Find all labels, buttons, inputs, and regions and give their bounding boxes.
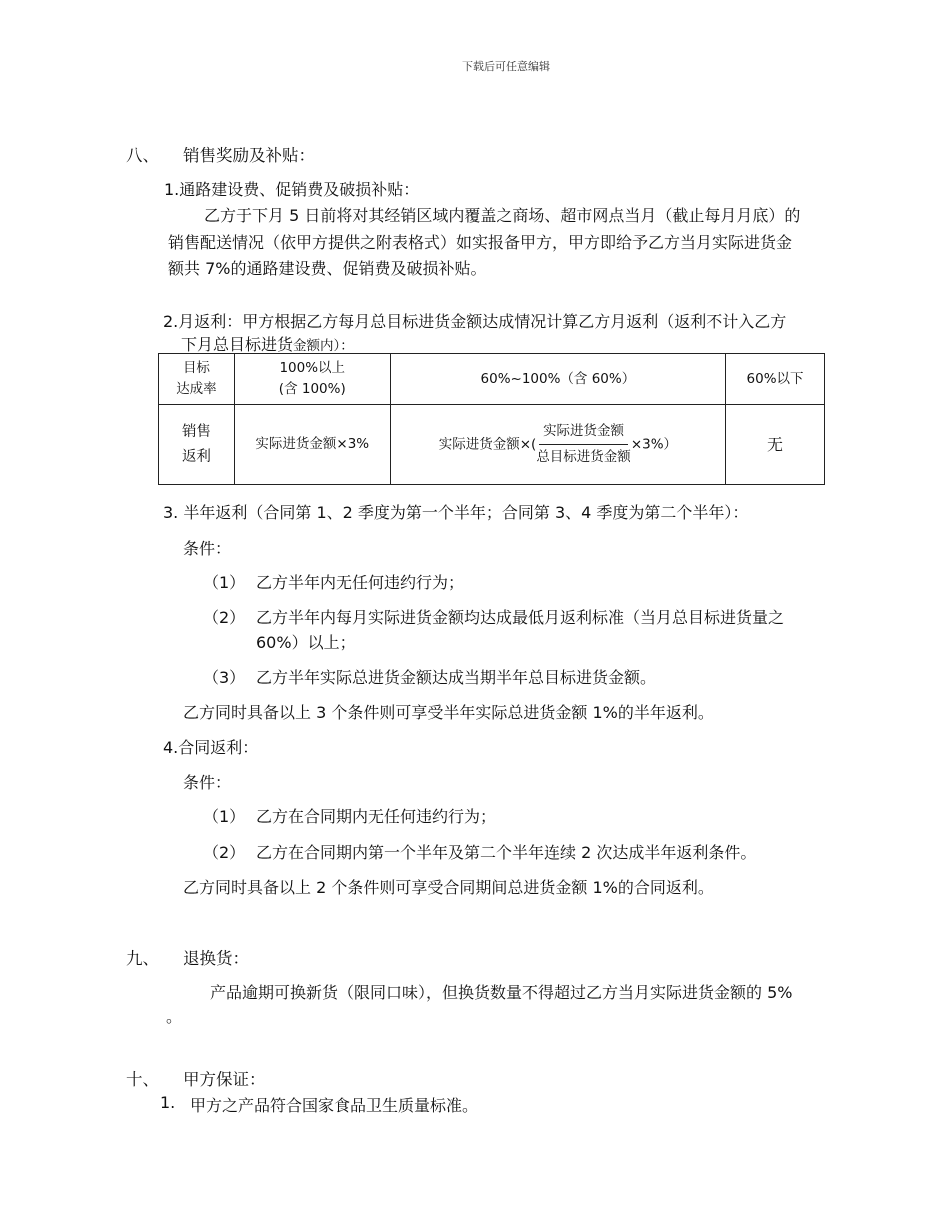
cell-header-100-2: (含 100%)	[278, 381, 346, 397]
item-2-line-2-a: 下月总目标进货	[181, 335, 294, 354]
item-2-line-2-b: 金额内）：	[293, 338, 354, 354]
section-8-number: 八、	[126, 146, 159, 165]
item-3-summary: 乙方同时具备以上 3 个条件则可享受半年实际总进货金额 1%的半年返利。	[183, 703, 714, 722]
section-8-title: 销售奖励及补贴：	[183, 146, 315, 165]
formula-denominator: 总目标进货金额	[536, 449, 631, 465]
cell-rebate-100: 实际进货金额×3%	[234, 405, 390, 485]
cell-rate-label-2: 达成率	[176, 381, 217, 397]
section-10-item-1-text: 甲方之产品符合国家食品卫生质量标准。	[190, 1096, 479, 1115]
section-9-line-1: 产品逾期可换新货（限同口味），但换货数量不得超过乙方当月实际进货金额的 5%	[210, 983, 793, 1002]
cell-rebate-label-2: 返利	[181, 448, 211, 465]
table-header-row	[159, 354, 825, 405]
item-3-cond-label: 条件：	[183, 539, 232, 558]
item-3-cond-1-num: （1）	[203, 573, 246, 592]
cell-rebate-60-100	[390, 405, 725, 485]
item-1-line-3: 额共 7%的通路建设费、促销费及破损补贴。	[168, 259, 487, 278]
item-3-cond-3-num: （3）	[203, 668, 246, 687]
cell-header-100-1: 100%以上	[279, 360, 346, 376]
item-4-summary: 乙方同时具备以上 2 个条件则可享受合同期间总进货金额 1%的合同返利。	[183, 878, 714, 897]
cell-rebate-label-1: 销售	[181, 423, 211, 440]
section-10-number: 十、	[126, 1070, 159, 1089]
section-10-title: 甲方保证：	[183, 1070, 266, 1089]
section-10-item-1-num: 1.	[160, 1093, 176, 1112]
cell-header-100	[234, 354, 390, 405]
formula-prefix: 实际进货金额×(	[438, 436, 537, 453]
item-1-title: 1.通路建设费、促销费及破损补贴：	[164, 180, 420, 199]
table-rebate-row	[159, 405, 825, 485]
item-3-cond-3-text: 乙方半年实际总进货金额达成当期半年总目标进货金额。	[256, 668, 657, 687]
cell-rate-label-1: 目标	[182, 360, 210, 376]
cell-header-60-100: 60%~100%（含 60%）	[390, 354, 725, 405]
item-1-line-1: 乙方于下月 5 日前将对其经销区域内覆盖之商场、超市网点当月（截止每月月底）的	[204, 206, 801, 225]
item-3-cond-1-text: 乙方半年内无任何违约行为；	[256, 573, 465, 592]
item-3-cond-2-text-cont: 60%）以上；	[256, 633, 356, 652]
item-3-title: 3. 半年返利（合同第 1、2 季度为第一个半年；合同第 3、4 季度为第二个半年）：	[163, 503, 749, 522]
formula-fraction	[536, 421, 631, 468]
cell-rebate-label	[159, 405, 235, 485]
monthly-rebate-table	[158, 353, 825, 485]
section-9-number: 九、	[126, 949, 159, 968]
item-4-cond-label: 条件：	[183, 773, 232, 792]
cell-rate-label	[159, 354, 235, 405]
item-2-line-2	[181, 332, 354, 355]
item-4-cond-1-num: （1）	[203, 807, 246, 826]
item-4-cond-2-text: 乙方在合同期内第一个半年及第二个半年连续 2 次达成半年返利条件。	[256, 843, 757, 862]
item-2-line-1: 2.月返利：甲方根据乙方每月总目标进货金额达成情况计算乙方月返利（返利不计入乙方	[163, 312, 787, 331]
item-4-title: 4.合同返利：	[163, 738, 259, 757]
cell-rebate-below-60: 无	[726, 405, 825, 485]
section-9-line-2: 。	[166, 1007, 183, 1026]
item-3-cond-2-text: 乙方半年内每月实际进货金额均达成最低月返利标准（当月总目标进货量之	[256, 608, 785, 627]
formula-suffix: ×3%）	[630, 436, 678, 453]
item-3-cond-2-num: （2）	[203, 608, 246, 627]
item-4-cond-1-text: 乙方在合同期内无任何违约行为；	[256, 807, 497, 826]
formula-numerator: 实际进货金额	[539, 421, 628, 445]
page-header-note: 下载后可任意编辑	[462, 60, 550, 73]
item-1-line-2: 销售配送情况（依甲方提供之附表格式）如实报备甲方，甲方即给予乙方当月实际进货金	[168, 233, 793, 252]
cell-header-below-60: 60%以下	[726, 354, 825, 405]
item-4-cond-2-num: （2）	[203, 843, 246, 862]
section-9-title: 退换货：	[183, 949, 249, 968]
